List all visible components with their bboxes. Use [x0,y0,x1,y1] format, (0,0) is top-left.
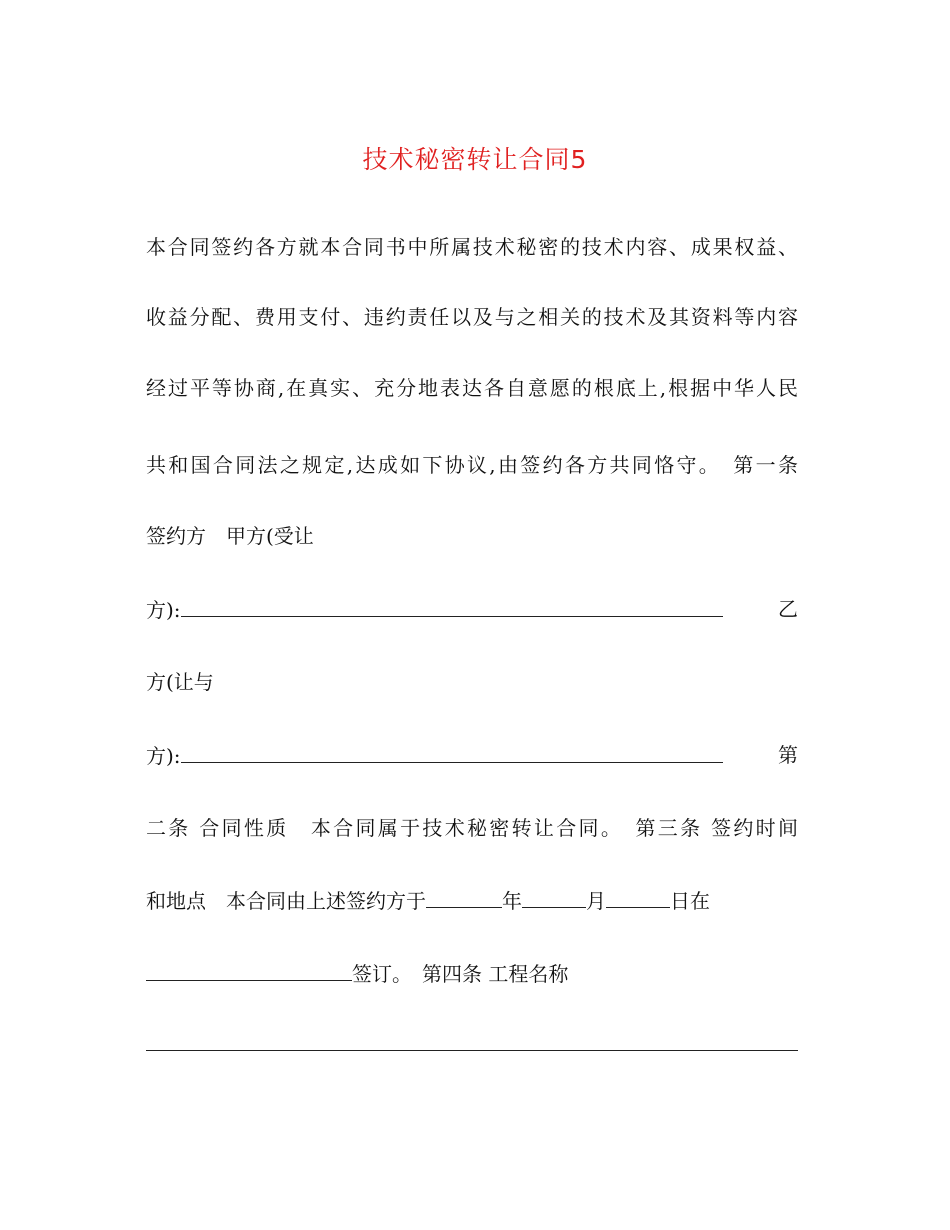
month-label: 月 [586,889,606,913]
day-label: 日在 [670,889,710,913]
year-label: 年 [502,889,522,913]
party-b-row [146,740,798,770]
body-line-7: 方(让与 [146,670,214,694]
body-line-1: 本合同签约各方就本合同书中所属技术秘密的技术内容、成果权益、 [146,235,798,259]
party-a-row [146,594,798,624]
date-place-row [146,885,798,915]
date-place-text: 和地点 本合同由上述签约方于 [146,889,426,913]
article-two-lead: 第 [778,743,798,767]
party-a-label: 方): [146,598,181,622]
signing-place-row [146,958,798,988]
body-line-5: 签约方 甲方(受让 [146,524,314,548]
document-title: 技术秘密转让合同5 [362,145,588,174]
party-a-blank [181,594,723,617]
party-b-lead: 乙 [778,597,798,621]
body-line-4: 共和国合同法之规定,达成如下协议,由签约各方共同恪守。 第一条 [146,453,798,477]
month-blank [522,885,586,908]
body-line-3: 经过平等协商,在真实、充分地表达各自意愿的根底上,根据中华人民 [146,376,798,400]
day-blank [606,885,670,908]
party-b-label: 方): [146,744,181,768]
body-line-9: 二条 合同性质 本合同属于技术秘密转让合同。 第三条 签约时间 [146,816,798,840]
project-name-blank [146,1050,798,1051]
body-line-2: 收益分配、费用支付、违约责任以及与之相关的技术及其资料等内容 [146,305,798,329]
signing-place-blank [146,958,352,981]
signing-text: 签订。 第四条 工程名称 [352,962,569,986]
party-b-blank [181,740,723,763]
year-blank [426,885,502,908]
